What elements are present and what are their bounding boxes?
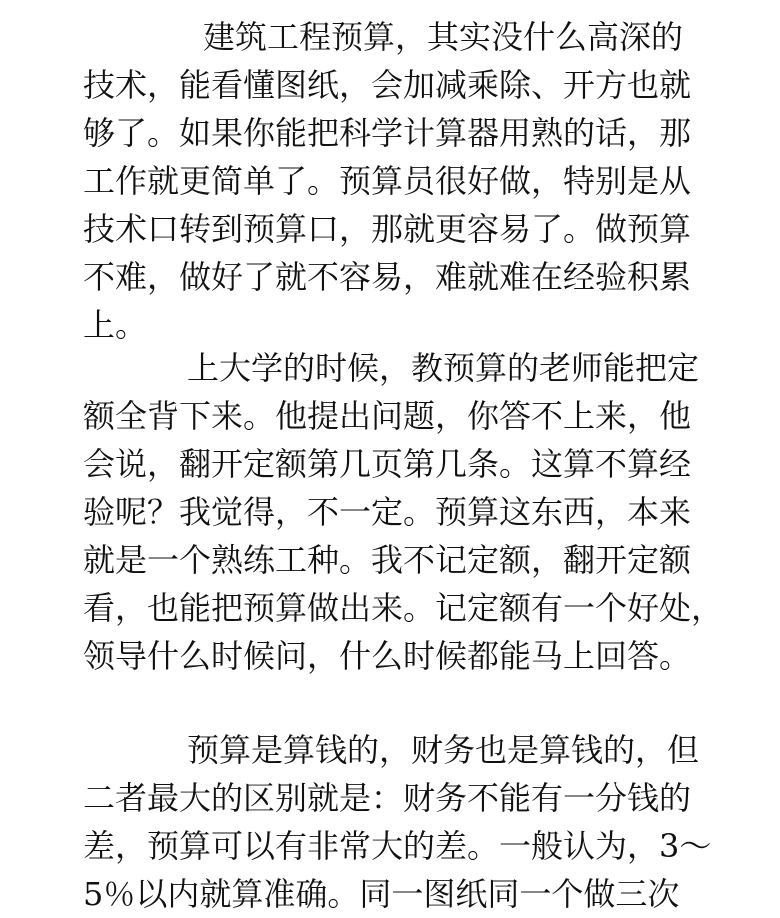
paragraph-line: 不难，做好了就不容易，难就难在经验积累 bbox=[83, 258, 692, 296]
paragraph-line: 领导什么时候问，什么时候都能马上回答。 bbox=[83, 637, 692, 675]
paragraph-line: 就是一个熟练工种。我不记定额，翻开定额 bbox=[83, 541, 692, 579]
paragraph-line: 会说，翻开定额第几页第几条。这算不算经 bbox=[83, 445, 692, 483]
paragraph-line: 二者最大的区别就是：财务不能有一分钱的 bbox=[83, 779, 692, 817]
paragraph-line: 额全背下来。他提出问题，你答不上来，他 bbox=[83, 397, 692, 435]
paragraph-line: 上大学的时候，教预算的老师能把定 bbox=[187, 349, 700, 387]
paragraph-line: 验呢？我觉得，不一定。预算这东西，本来 bbox=[83, 493, 692, 531]
paragraph-line: 够了。如果你能把科学计算器用熟的话，那 bbox=[83, 114, 692, 152]
paragraph-line: 预算是算钱的，财务也是算钱的，但 bbox=[187, 731, 700, 769]
paragraph-line: 看，也能把预算做出来。记定额有一个好处， bbox=[83, 589, 724, 627]
paragraph-line: 工作就更简单了。预算员很好做，特别是从 bbox=[83, 162, 692, 200]
paragraph-2 bbox=[83, 344, 723, 680]
paragraph-1 bbox=[83, 13, 723, 349]
paragraph-line: 上。 bbox=[83, 306, 148, 344]
paragraph-line: 技术口转到预算口，那就更容易了。做预算 bbox=[83, 210, 692, 248]
paragraph-line: 建筑工程预算，其实没什么高深的 bbox=[203, 18, 684, 56]
paragraph-3 bbox=[83, 726, 723, 918]
paragraph-line: 技术，能看懂图纸，会加减乘除、开方也就 bbox=[83, 66, 692, 104]
paragraph-line: 差，预算可以有非常大的差。一般认为，3～ bbox=[83, 827, 712, 865]
paragraph-line: 5％以内就算准确。同一图纸同一个做三次 bbox=[83, 875, 680, 913]
